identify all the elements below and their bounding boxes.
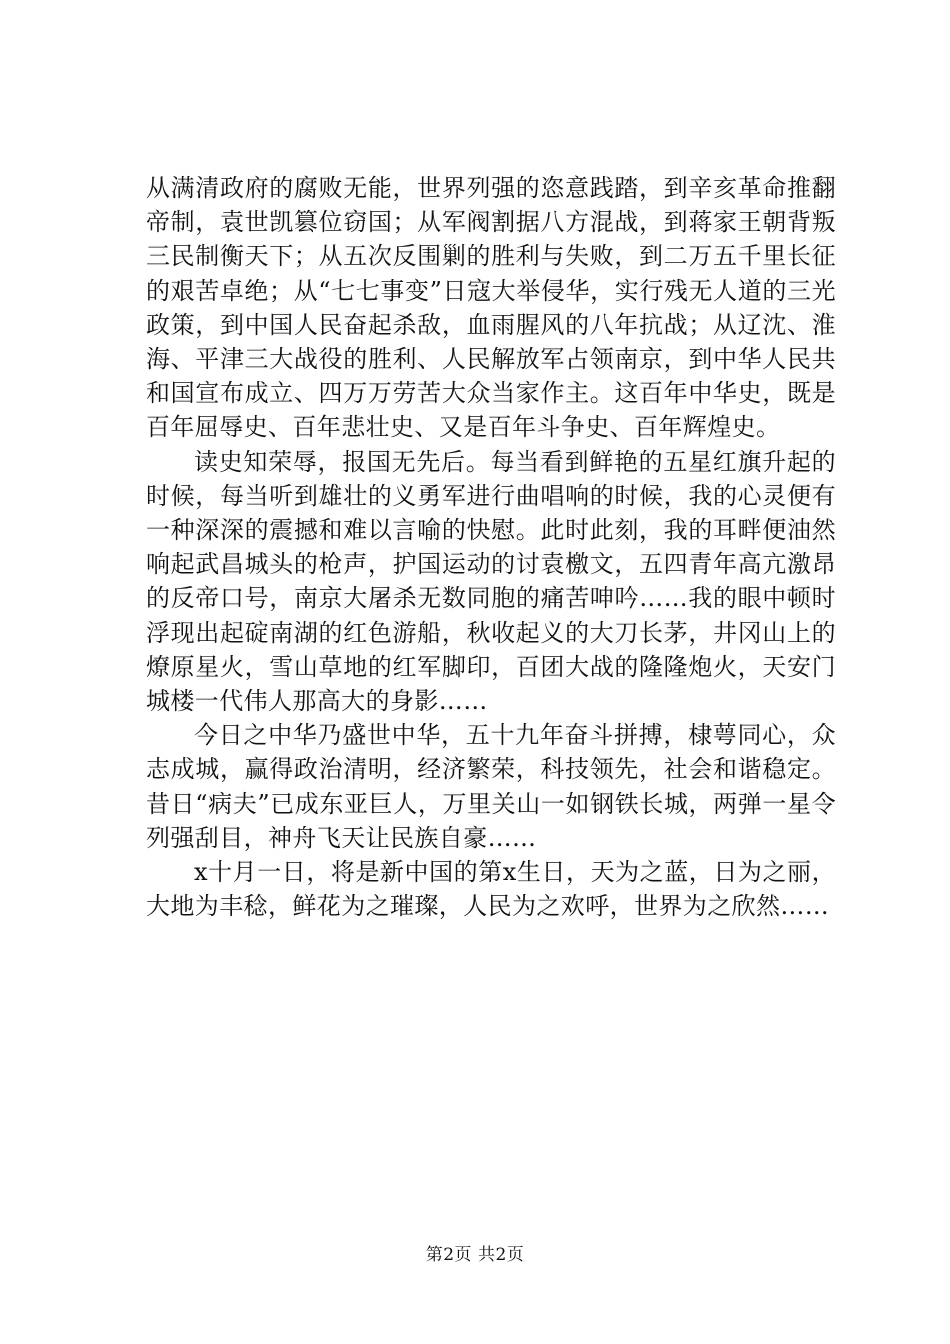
paragraph-1: 从满清政府的腐败无能，世界列强的恣意践踏，到辛亥革命推翻帝制，袁世凯篡位窃国；从军阀割据八方混战，到蒋家王朝背叛三民制衡天下；从五次反围剿的胜利与失败，到二万五千里长征的艰苦卓绝；从“七七事变”日寇大举侵华，实行残无人道的三光政策，到中国人民奋起杀敌，血雨腥风的八年抗战；从辽沈、淮海、平津三大战役的胜利、人民解放军占领南京，到中华人民共和国宣布成立、四万万劳苦大众当家作主。这百年中华史，既是百年屈辱史、百年悲壮史、又是百年斗争史、百年辉煌史。 xyxy=(146,174,836,442)
page-footer: 第2页 共2页 xyxy=(425,1245,525,1265)
paragraph-2: 读史知荣辱，报国无先后。每当看到鲜艳的五星红旗升起的时候，每当听到雄壮的义勇军进行曲唱响的时候，我的心灵便有一种深深的震撼和难以言喻的快慰。此时此刻，我的耳畔便油然响起武昌城头的枪声，护国运动的讨袁檄文，五四青年高亢激昂的反帝口号，南京大屠杀无数同胞的痛苦呻吟……我的眼中顿时浮现出起碇南湖的红色游船，秋收起义的大刀长茅，井冈山上的燎原星火，雪山草地的红军脚印，百团大战的隆隆炮火，天安门城楼一代伟人那高大的身影…… xyxy=(146,447,836,716)
paragraph-3: 今日之中华乃盛世中华，五十九年奋斗拼搏，棣萼同心，众志成城，赢得政治清明，经济繁荣，科技领先，社会和谐稳定。昔日“病夫”已成东亚巨人，万里关山一如钢铁长城，两弹一星令列强刮目，神舟飞天让民族自豪…… xyxy=(146,721,836,852)
document-body xyxy=(146,171,836,923)
paragraph-4: x十月一日，将是新中国的第x生日，天为之蓝，日为之丽，大地为丰稔，鲜花为之璀璨，人民为之欢呼，世界为之欣然…… xyxy=(146,858,836,921)
